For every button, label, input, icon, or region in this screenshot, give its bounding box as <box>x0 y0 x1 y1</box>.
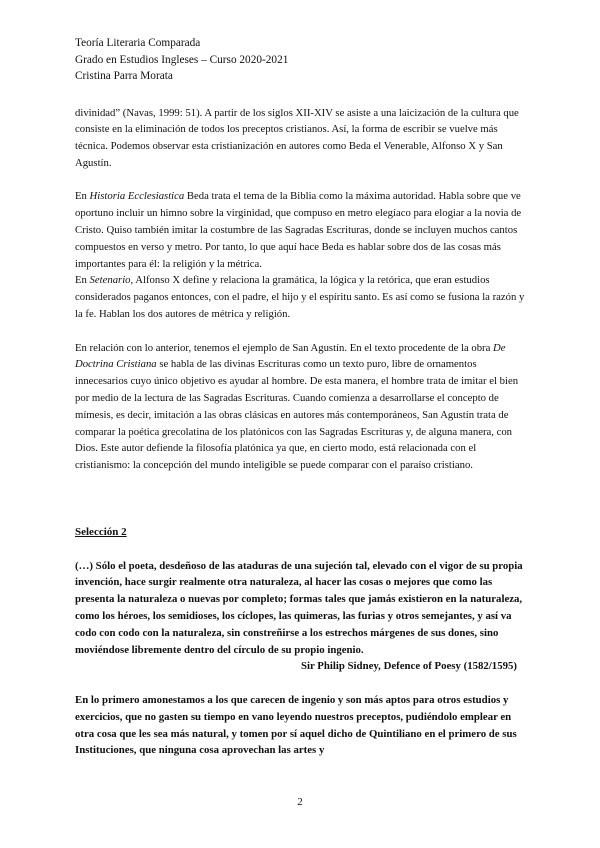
section-title: Selección 2 <box>75 526 127 539</box>
work-title-historia: Historia Ecclesiastica <box>89 190 185 203</box>
paragraph-2-text: En <box>75 190 90 203</box>
quote-attribution: Sir Philip Sidney, Defence of Poesy (1582/1595) <box>300 660 517 673</box>
header-course: Teoría Literaria Comparada <box>75 37 201 49</box>
page-number: 2 <box>297 796 303 808</box>
work-title-doctrina: De Doctrina Cristiana <box>75 341 506 371</box>
paragraph-4-text: En relación con lo anterior, tenemos el ejemplo de San Agustín. En el texto procedente de la obra <box>75 341 494 354</box>
header-author: Cristina Parra Morata <box>75 70 173 82</box>
paragraph-3-text: En <box>75 274 90 287</box>
paragraph-2-text-cont: Beda trata el tema de la Biblia como la máxima autoridad. Habla sobre que ve oportuno incluir un himno sobre la virginidad, que compuso en metro elegíaco para elogiar a la novia de Cristo. Quiso también imitar la costumbre de las Sagradas Escrituras, donde se incluyen muchos cantos compuestos en verso y metro. Por tanto, lo que aquí hace Beda es hablar sobre dos de las cosas más importantes para él: la religión y la métrica. <box>75 190 522 270</box>
paragraph-1: divinidad” (Navas, 1999: 51). A partir de los siglos XII-XIV se asiste a una laicización de la cultura que consiste en la eliminación de todos los preceptos cristianos. Así, la forma de escribir se vuelve más técnica. Podemos observar esta cristianización en autores como Beda el Venerable, Alfonso X y San Agustín. <box>75 106 519 169</box>
header-degree: Grado en Estudios Ingleses – Curso 2020-2021 <box>75 53 289 66</box>
paragraph-4-text-cont: se habla de las divinas Escrituras como un texto puro, libre de ornamentos innecesarios cuyo único objetivo es ayudar al hombre. De esta manera, el hombre trata de imitar el bien por medio de la lectura de las Sagradas Escrituras. Cuando comienza a desarrollarse el concepto de mímesis, es decir, imitación a las obras clásicas en autores más contemporáneos, San Agustín trata de comparar la poética grecolatina de los platónicos con las Sagradas Escrituras y, de alguna manera, con Dios. Este autor defiende la filosofía platónica ya que, en cierto modo, está relacionada con el cristianismo: la concepción del mundo inteligible se puede comparar con el paraíso cristiano. <box>75 358 519 472</box>
work-title-setenario: Setenario <box>89 274 131 287</box>
document-page <box>75 35 527 759</box>
paragraph-3-text-cont: , Alfonso X define y relaciona la gramática, la lógica y la retórica, que eran estudios considerados paganos entonces, con el padre, el hijo y el espíritu santo. Es así como se fusiona la razón y la fe. Hablan los dos autores de métrica y religión. <box>75 274 525 321</box>
paragraph-4 <box>75 340 527 474</box>
paragraph-2 <box>75 188 527 272</box>
document-header <box>75 35 527 85</box>
second-quote: En lo primero amonestamos a los que carecen de ingenio y son más aptos para otros estudios y exercicios, que no gasten su tiempo en vano leyendo nuestros preceptos, pudiéndolo emplear en otra cosa que les sea más natural, y tomen por sí aquel dicho de Quintiliano en el primero de sus Instituciones, que ninguna cosa aprovechan las artes y <box>75 694 517 757</box>
paragraph-3 <box>75 272 527 322</box>
sidney-quote: (…) Sólo el poeta, desdeñoso de las ataduras de una sujeción tal, elevado con el vigor de su propia invención, hace surgir realmente otra naturaleza, al hacer las cosas o mejores que como las presenta la naturaleza o nuevas por completo; formas tales que jamás existieron en la naturaleza, como los héroes, los semidioses, los cíclopes, las quimeras, las furias y otros semejantes, y así va codo con codo con la naturaleza, sin constreñirse a los estrechos márgenes de sus dones, sino moviéndose libremente dentro del círculo de su propio ingenio. <box>75 559 523 656</box>
